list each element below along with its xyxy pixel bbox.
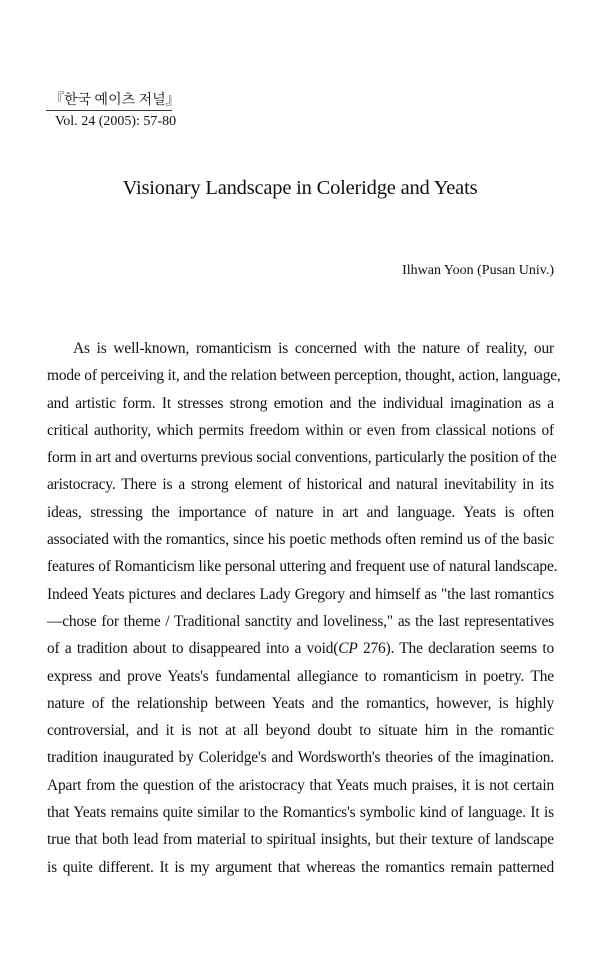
body-line: mode of perceiving it, and the relation between perception, thought, action, language, [47, 367, 561, 385]
body-line: controversial, and it is not at all beyond doubt to situate him in the romantic [47, 722, 554, 740]
citation-text-before: of a tradition about to disappeared into a void( [47, 640, 339, 658]
body-line: form in art and overturns previous social conventions, particularly the position of the [47, 449, 557, 467]
journal-name: 『한국 예이츠 저널』 [46, 92, 172, 111]
body-line: associated with the romantics, since his poetic methods often remind us of the basic [47, 531, 554, 549]
journal-header [46, 92, 180, 130]
body-line: As is well-known, romanticism is concerned with the nature of reality, our [73, 340, 554, 357]
body-line: Apart from the question of the aristocracy that Yeats much praises, it is not certain [47, 776, 554, 794]
citation-text-after: 276). The declaration seems to [357, 640, 554, 658]
body-line: ideas, stressing the importance of nature in art and language. Yeats is often [47, 503, 554, 521]
journal-issue: Vol. 24 (2005): 57-80 [55, 114, 177, 129]
body-line: aristocracy. There is a strong element of historical and natural inevitability in its [47, 476, 554, 494]
body-line: that Yeats remains quite similar to the Romantics's symbolic kind of language. It is [47, 804, 554, 822]
author-affiliation: Ilhwan Yoon (Pusan Univ.) [402, 263, 554, 278]
citation-source-italic: CP [338, 640, 358, 658]
body-line: —chose for theme / Traditional sanctity and loveliness," as the last representatives [47, 612, 554, 630]
body-line: Indeed Yeats pictures and declares Lady Gregory and himself as "the last romantics [47, 585, 554, 603]
article-title: Visionary Landscape in Coleridge and Yeats [122, 177, 478, 199]
body-line: critical authority, which permits freedom within or even from classical notions of [47, 421, 554, 439]
body-line-citation [47, 635, 554, 662]
body-line: express and prove Yeats's fundamental allegiance to romanticism in poetry. The [47, 667, 554, 685]
body-line: nature of the relationship between Yeats and the romantics, however, is highly [47, 694, 554, 712]
body-line: true that both lead from material to spiritual insights, but their texture of landscape [47, 831, 554, 849]
body-paragraph [47, 335, 561, 881]
body-line: features of Romanticism like personal uttering and frequent use of natural landscape. [47, 558, 558, 576]
body-line: tradition inaugurated by Coleridge's and Wordsworth's theories of the imagination. [47, 749, 554, 767]
body-line: and artistic form. It stresses strong emotion and the individual imagination as a [47, 394, 554, 412]
body-line: is quite different. It is my argument that whereas the romantics remain patterned [47, 858, 554, 876]
